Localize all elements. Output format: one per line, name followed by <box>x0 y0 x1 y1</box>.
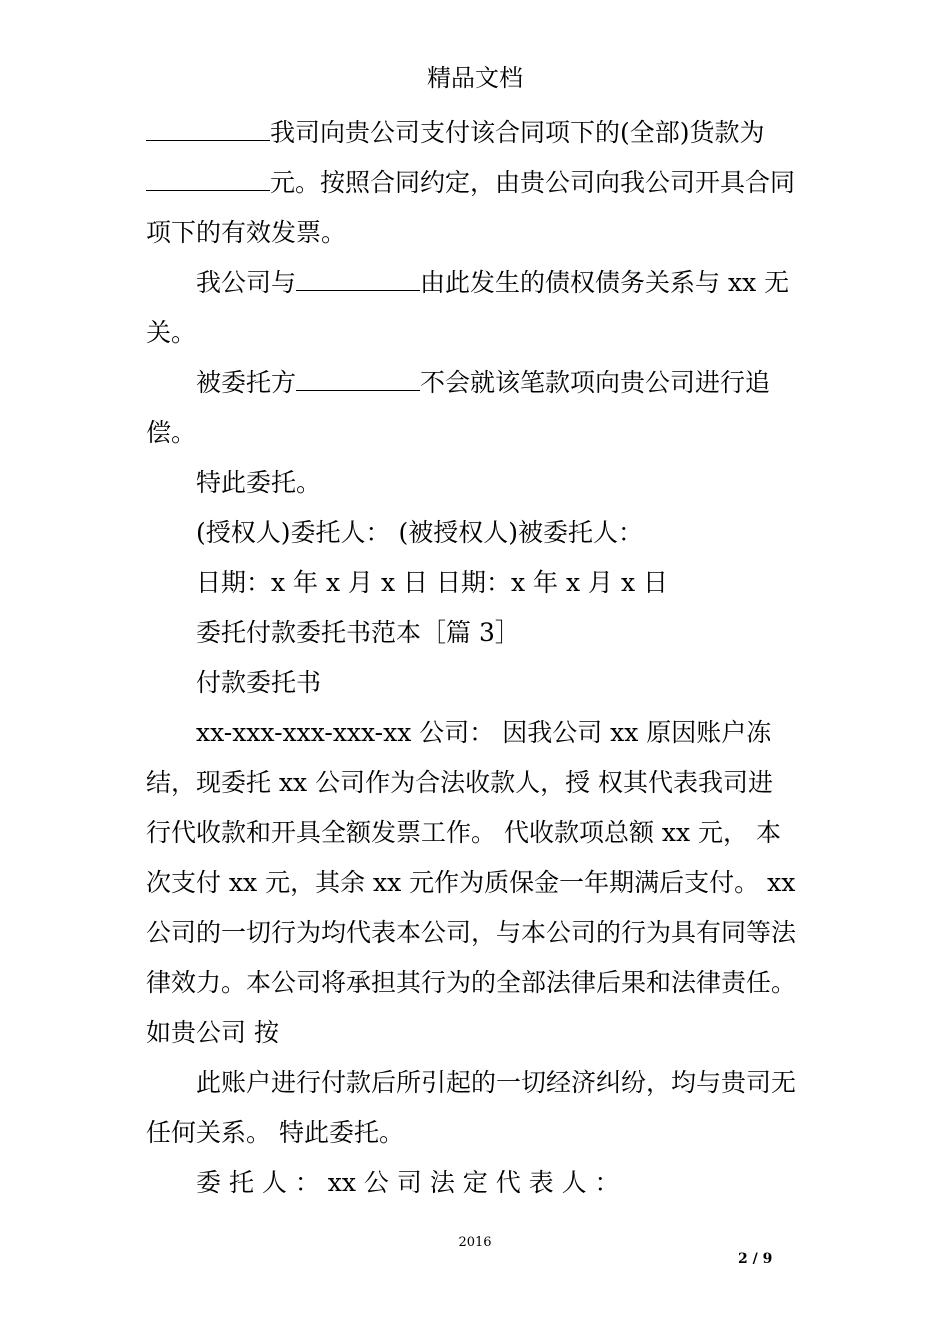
text-line: 律效力。本公司将承担其行为的全部法律后果和法律责任。 <box>146 968 797 997</box>
text-line: 此账户进行付款后所引起的一切经济纠纷，均与贵司无 <box>196 1068 797 1097</box>
text-line: 项下的有效发票。 <box>146 218 347 247</box>
text-line: 次支付 xx 元，其余 xx 元作为质保金一年期满后支付。 xx <box>146 868 796 897</box>
text-line: 行代收款和开具全额发票工作。 代收款项总额 xx 元， 本 <box>146 818 781 847</box>
text-line: 偿。 <box>146 418 197 447</box>
fill-in-blank <box>296 268 420 291</box>
line-text: 不会就该笔款项向贵公司进行追 <box>420 368 771 397</box>
text-line: 关。 <box>146 318 197 347</box>
fill-in-blank <box>296 368 420 391</box>
text-line: 公司的一切行为均代表本公司，与本公司的行为具有同等法 <box>146 918 797 947</box>
text-line: 任何关系。 特此委托。 <box>146 1118 404 1147</box>
line-text: 我司向贵公司支付该合同项下的(全部)货款为 <box>270 118 765 147</box>
line-text: 元。按照合同约定，由贵公司向我公司开具合同 <box>270 168 796 197</box>
text-line: 日期：x 年 x 月 x 日 日期：x 年 x 月 x 日 <box>196 568 669 597</box>
section-title: 付款委托书 <box>196 668 322 697</box>
signature-line: 委 托 人 ： xx 公 司 法 定 代 表 人 ： <box>196 1168 620 1197</box>
footer-year: 2016 <box>458 1235 492 1250</box>
line-text: 被委托方 <box>196 368 297 397</box>
page-number: 2 / 9 <box>738 1251 773 1267</box>
text-line <box>196 266 810 300</box>
page-header-title: 精品文档 <box>427 64 523 92</box>
text-line <box>146 166 810 200</box>
line-text: 我公司与 <box>196 268 297 297</box>
fill-in-blank <box>146 168 270 191</box>
section-heading: 委托付款委托书范本［篇 3］ <box>196 618 520 647</box>
text-line <box>146 116 810 150</box>
text-line <box>196 366 810 400</box>
text-line: xx-xxx-xxx-xxx-xx 公司： 因我公司 xx 原因账户冻 <box>196 718 772 747</box>
line-text: 由此发生的债权债务关系与 xx 无 <box>420 268 790 297</box>
text-line: 如贵公司 按 <box>146 1018 279 1047</box>
text-line: 结，现委托 xx 公司作为合法收款人，授 权其代表我司进 <box>146 768 774 797</box>
text-line: (授权人)委托人： (被授权人)被委托人： <box>196 518 643 547</box>
text-line: 特此委托。 <box>196 468 322 497</box>
fill-in-blank <box>146 118 270 141</box>
